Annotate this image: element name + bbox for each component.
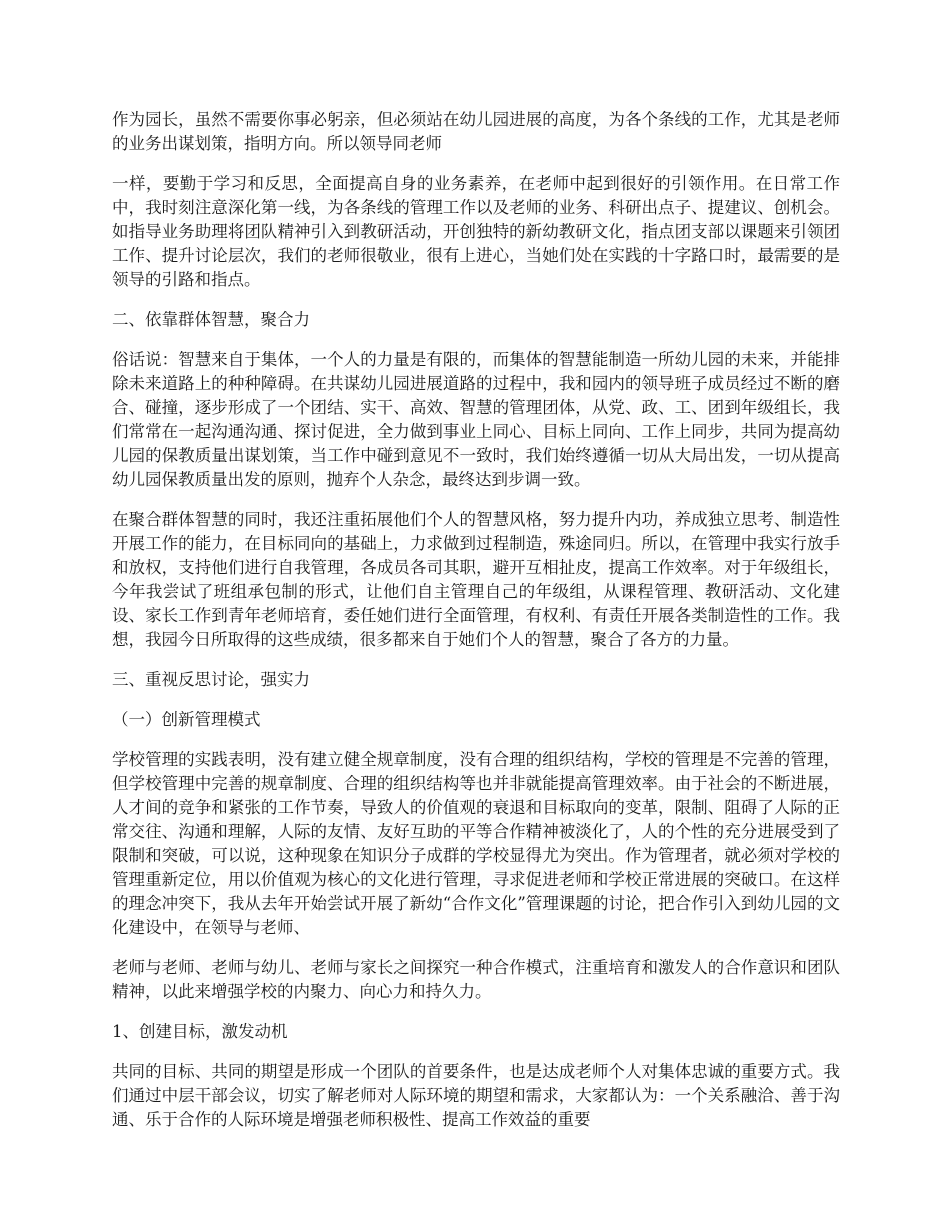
paragraph: 一样，要勤于学习和反思，全面提高自身的业务素养，在老师中起到很好的引领作用。在日常工作中，我时刻注意深化第一线，为各条线的管理工作以及老师的业务、科研出点子、提建议、创机会。如指导业务助理将团队精神引入到教研活动，开创独特的新幼教研文化，指点团支部以课题来引领团工作、提升讨论层次，我们的老师很敬业，很有上进心，当她们处在实践的十字路口时，最需要的是领导的引路和指点。 (112, 174, 840, 289)
subsection-heading: （一）创新管理模式 (112, 710, 261, 729)
section-heading: 二、依靠群体智慧，聚合力 (112, 310, 310, 329)
paragraph: 共同的目标、共同的期望是形成一个团队的首要条件，也是达成老师个人对集体忠诚的重要方式。我们通过中层干部会议，切实了解老师对人际环境的期望和需求，大家都认为：一个关系融洽、善于沟通、乐于合作的人际环境是增强老师积极性、提高工作效益的重要 (112, 1062, 840, 1129)
paragraph: 学校管理的实践表明，没有建立健全规章制度，没有合理的组织结构，学校的管理是不完善的管理，但学校管理中完善的规章制度、合理的组织结构等也并非就能提高管理效率。由于社会的不断进展，人才间的竞争和紧张的工作节奏，导致人的价值观的衰退和目标取向的变革，限制、阻碍了人际的正常交往、沟通和理解，人际的友情、友好互助的平等合作精神被淡化了，人的个性的充分进展受到了限制和突破，可以说，这种现象在知识分子成群的学校显得尤为突出。作为管理者，就必须对学校的管理重新定位，用以价值观为核心的文化进行管理，寻求促进老师和学校正常进展的突破口。在这样的理念冲突下，我从去年开始尝试开展了新幼“合作文化”管理课题的讨论，把合作引入到幼儿园的文化建设中，在领导与老师、 (112, 750, 840, 937)
paragraph: 俗话说：智慧来自于集体，一个人的力量是有限的，而集体的智慧能制造一所幼儿园的未来，并能排除未来道路上的种种障碍。在共谋幼儿园进展道路的过程中，我和园内的领导班子成员经过不断的磨合、碰撞，逐步形成了一个团结、实干、高效、智慧的管理团体，从党、政、工、团到年级组长，我们常常在一起沟通沟通、探讨促进，全力做到事业上同心、目标上同向、工作上同步，共同为提高幼儿园的保教质量出谋划策，当工作中碰到意见不一致时，我们始终遵循一切从大局出发，一切从提高幼儿园保教质量出发的原则，抛弃个人杂念，最终达到步调一致。 (112, 350, 840, 489)
section-heading: 三、重视反思讨论，强实力 (112, 670, 310, 689)
paragraph: 老师与老师、老师与幼儿、老师与家长之间探究一种合作模式，注重培育和激发人的合作意识和团队精神，以此来增强学校的内聚力、向心力和持久力。 (112, 958, 840, 1001)
numbered-heading: 1、创建目标，激发动机 (112, 1022, 288, 1041)
paragraph: 在聚合群体智慧的同时，我还注重拓展他们个人的智慧风格，努力提升内功，养成独立思考、制造性开展工作的能力，在目标同向的基础上，力求做到过程制造，殊途同归。所以，在管理中我实行放手和放权，支持他们进行自我管理，各成员各司其职，避开互相扯皮，提高工作效率。对于年级组长，今年我尝试了班组承包制的形式，让他们自主管理自己的年级组，从课程管理、教研活动、文化建设、家长工作到青年老师培育，委任她们进行全面管理，有权利、有责任开展各类制造性的工作。我想，我园今日所取得的这些成绩，很多都来自于她们个人的智慧，聚合了各方的力量。 (112, 510, 840, 649)
paragraph: 作为园长，虽然不需要你事必躬亲，但必须站在幼儿园进展的高度，为各个条线的工作，尤其是老师的业务出谋划策，指明方向。所以领导同老师 (112, 110, 840, 153)
